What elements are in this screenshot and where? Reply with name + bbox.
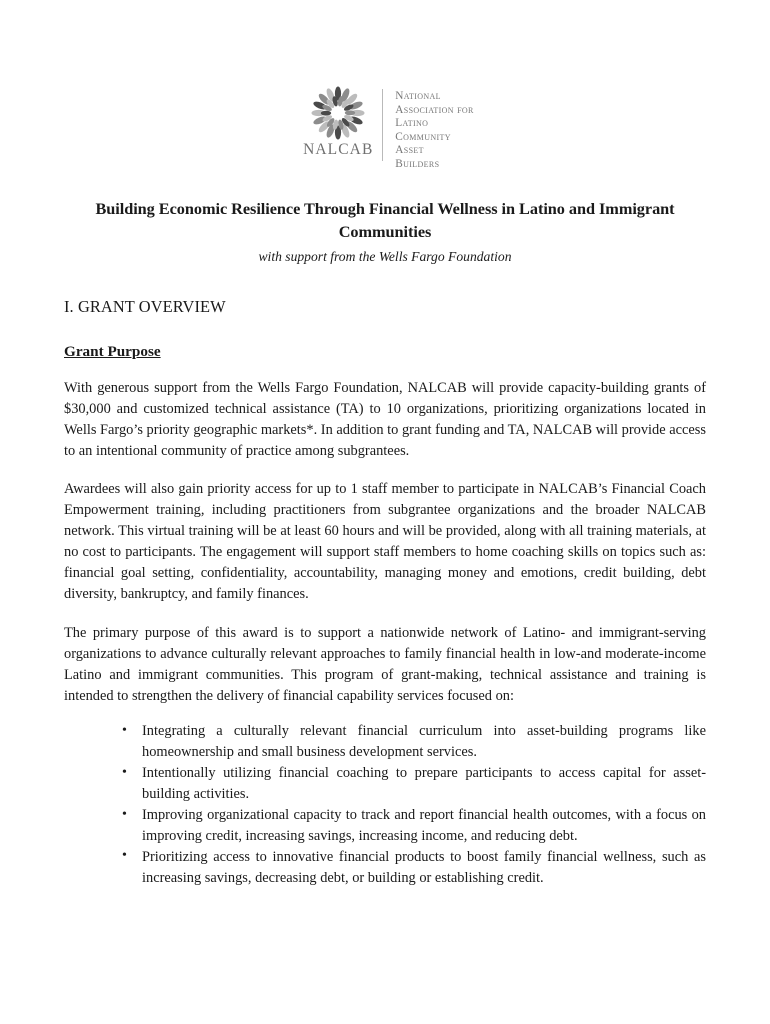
list-item (122, 847, 706, 889)
paragraph-capacity-building-grants: With generous support from the Wells Fargo Foundation, NALCAB will provide capacity-building grants of $30,000 and customized technical assistance (TA) to 10 organizations, prioritizing organizations located in Wells Fargo’s priority geographic markets*. In addition to grant funding and TA, NALCAB will provide access to an intentional community of practice among subgrantees. (64, 379, 706, 459)
bullet-icon: • (122, 806, 127, 822)
bullet-icon: • (122, 848, 127, 864)
document-title: Building Economic Resilience Through Financial Wellness in Latino and Immigrant Communities (95, 199, 675, 242)
logo-tagline-line-1: National (395, 90, 441, 102)
logo-divider (382, 89, 383, 161)
logo-tagline-line-5: Asset (395, 144, 424, 157)
logo-mark-wrap (296, 86, 380, 159)
nalcab-floral-circle-icon (307, 86, 369, 142)
nalcab-logo (64, 0, 706, 171)
logo-tagline-line-2: Association for (395, 103, 474, 116)
capability-services-list (64, 721, 706, 889)
list-item (122, 805, 706, 847)
paragraph-awardee-training: Awardees will also gain priority access for up to 1 staff member to participate in NALCAB’s Financial Coach Empowerment training, including practitioners from subgrantee organizations and the broader NALCAB network. This virtual training will be at least 60 hours and will be provided, along with all training materials, at no cost to participants. The engagement will support staff members to home coaching skills on topics such as: financial goal setting, confidentiality, accountability, managing money and emotions, credit building, debt diversity, bankruptcy, and family finances. (64, 480, 706, 603)
list-item-text: Improving organizational capacity to track and report financial health outcomes, with a focus on improving credit, increasing savings, increasing income, and reducing debt. (142, 807, 706, 845)
list-item-text: Integrating a culturally relevant financial curriculum into asset-building programs like homeownership and small business development services. (142, 723, 706, 761)
document-subtitle: with support from the Wells Fargo Foundation (258, 248, 512, 264)
logo-tagline-line-3: Latino (395, 117, 429, 130)
sub-heading-grant-purpose: Grant Purpose (64, 342, 161, 360)
paragraph-primary-purpose: The primary purpose of this award is to support a nationwide network of Latino- and immigrant-serving organizations to advance culturally relevant approaches to family financial health in low-and moderate-income Latino and immigrant communities. This program of grant-making, technical assistance and training is intended to strengthen the delivery of financial capability services focused on: (64, 624, 706, 704)
bullet-icon: • (122, 764, 127, 780)
logo-tagline-line-4: Community (395, 130, 451, 143)
logo-wordmark: NALCAB (303, 141, 374, 158)
bullet-icon: • (122, 722, 127, 738)
list-item-text: Intentionally utilizing financial coaching to prepare participants to access capital for asset-building activities. (142, 765, 706, 803)
list-item (122, 763, 706, 805)
list-item (122, 721, 706, 763)
logo-tagline-line-6: Builders (395, 157, 440, 170)
logo-tagline (395, 86, 473, 171)
section-heading-grant-overview: I. GRANT OVERVIEW (64, 296, 226, 316)
list-item-text: Prioritizing access to innovative financial products to boost family financial wellness, such as increasing savings, decreasing debt, or building or establishing credit. (142, 848, 706, 886)
